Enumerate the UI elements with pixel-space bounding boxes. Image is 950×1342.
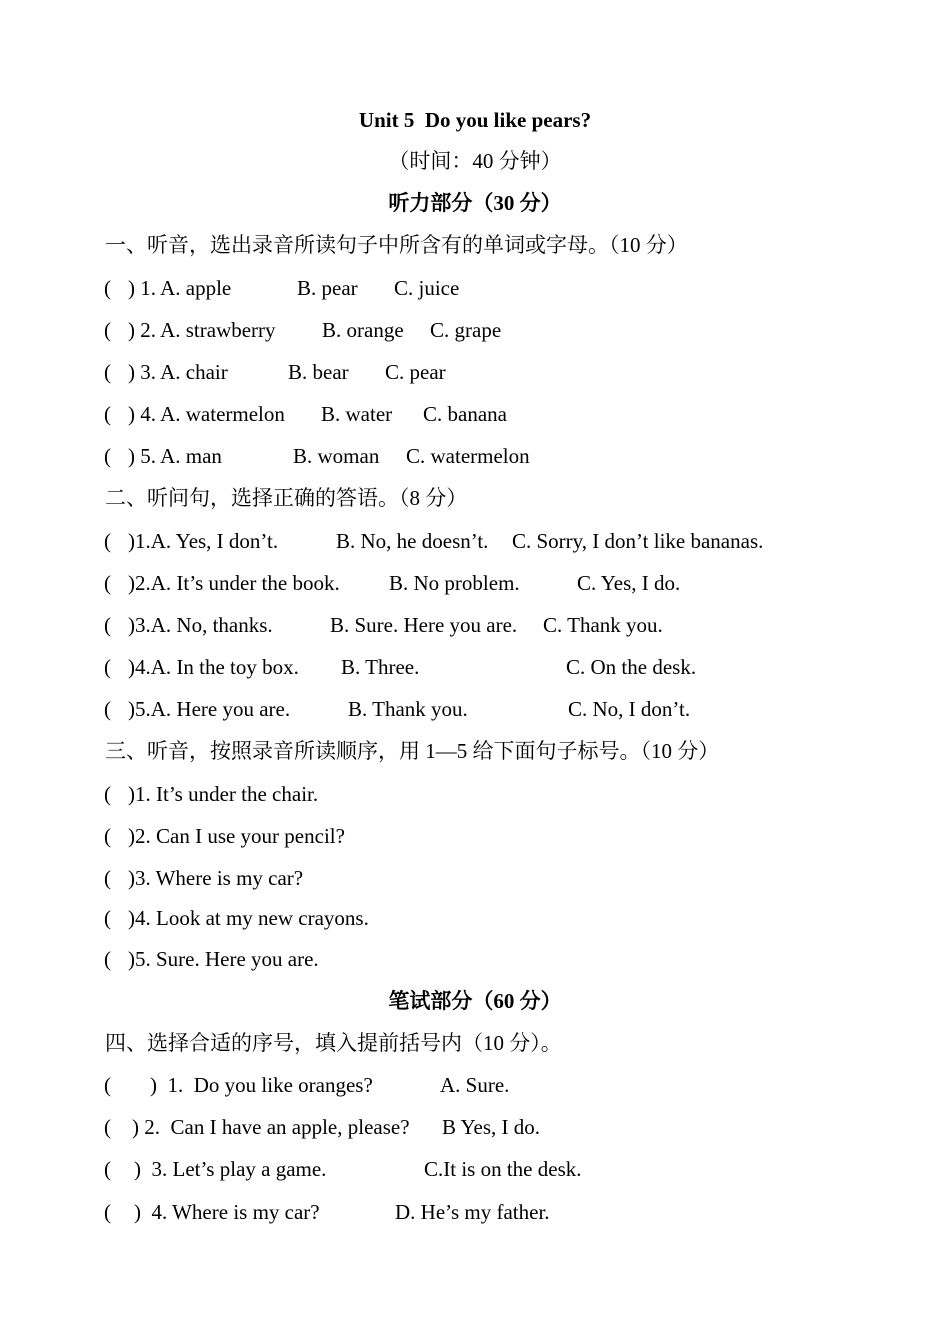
answer-option: B Yes, I do. [442, 1115, 541, 1139]
answer-paren[interactable]: ( [104, 318, 111, 342]
item-sentence: )3. Where is my car? [128, 866, 304, 890]
answer-paren[interactable]: ( [104, 947, 111, 971]
item-question: )5.A. Here you are. [128, 697, 291, 721]
option-c: C. grape [430, 318, 502, 342]
section3-heading: 三、听音，按照录音所读顺序，用 1—5 给下面句子标号。（10 分） [105, 739, 720, 763]
answer-paren[interactable]: ( [104, 571, 111, 595]
option-b: B. Sure. Here you are. [330, 613, 518, 637]
answer-option: D. He’s my father. [395, 1200, 550, 1224]
answer-paren[interactable]: ( [104, 1073, 111, 1097]
page-title: Unit 5 Do you like pears? [358, 108, 592, 132]
option-b: B. No problem. [389, 571, 520, 595]
option-b: B. bear [288, 360, 349, 384]
item-question: ) 2. A. strawberry [128, 318, 276, 342]
item-question: ) 3. A. chair [128, 360, 228, 384]
option-c: C. No, I don’t. [568, 697, 691, 721]
section4-heading: 四、选择合适的序号，填入提前括号内（10 分）。 [105, 1031, 562, 1055]
item-question: ) 2. Can I have an apple, please? [132, 1115, 410, 1139]
option-b: B. water [321, 402, 393, 426]
item-sentence: )4. Look at my new crayons. [128, 906, 369, 930]
option-c: C. banana [423, 402, 507, 426]
item-question: )3.A. No, thanks. [128, 613, 273, 637]
answer-paren[interactable]: ( [104, 906, 111, 930]
option-c: C. watermelon [406, 444, 530, 468]
answer-paren[interactable]: ( [104, 402, 111, 426]
option-b: B. orange [322, 318, 404, 342]
section4-item [0, 1200, 550, 1307]
option-b: B. No, he doesn’t. [336, 529, 489, 553]
item-question: )4.A. In the toy box. [128, 655, 299, 679]
item-question: ) 4. Where is my car? [134, 1200, 320, 1224]
written-section-header: 笔试部分（60 分） [388, 989, 562, 1013]
answer-option: C.It is on the desk. [424, 1157, 582, 1181]
section2-heading: 二、听问句，选择正确的答语。（8 分） [105, 486, 468, 510]
item-sentence: )2. Can I use your pencil? [128, 824, 345, 848]
answer-paren[interactable]: ( [104, 1200, 111, 1224]
answer-paren[interactable]: ( [104, 1157, 111, 1181]
section1-heading: 一、听音，选出录音所读句子中所含有的单词或字母。（10 分） [105, 233, 688, 257]
answer-paren[interactable]: ( [104, 866, 111, 890]
answer-paren[interactable]: ( [104, 697, 111, 721]
option-c: C. Yes, I do. [577, 571, 681, 595]
option-b: B. Three. [341, 655, 420, 679]
item-question: )1.A. Yes, I don’t. [128, 529, 279, 553]
item-question: )2.A. It’s under the book. [128, 571, 340, 595]
answer-paren[interactable]: ( [104, 613, 111, 637]
option-c: C. juice [394, 276, 460, 300]
option-b: B. pear [297, 276, 358, 300]
option-c: C. On the desk. [566, 655, 697, 679]
item-question: ) 3. Let’s play a game. [134, 1157, 327, 1181]
option-b: B. woman [293, 444, 380, 468]
answer-paren[interactable]: ( [104, 655, 111, 679]
answer-option: A. Sure. [440, 1073, 510, 1097]
listening-section-header: 听力部分（30 分） [388, 191, 562, 215]
answer-paren[interactable]: ( [104, 360, 111, 384]
answer-paren[interactable]: ( [104, 1115, 111, 1139]
answer-paren[interactable]: ( [104, 444, 111, 468]
item-sentence: )1. It’s under the chair. [128, 782, 319, 806]
item-sentence: )5. Sure. Here you are. [128, 947, 319, 971]
time-limit: （时间：40 分钟） [388, 149, 562, 173]
option-c: C. pear [385, 360, 446, 384]
answer-paren[interactable]: ( [104, 782, 111, 806]
answer-paren[interactable]: ( [104, 824, 111, 848]
answer-paren[interactable]: ( [104, 529, 111, 553]
item-question: ) 1. A. apple [128, 276, 232, 300]
item-question: ) 4. A. watermelon [128, 402, 285, 426]
item-question: ) 1. Do you like oranges? [150, 1073, 373, 1097]
option-c: C. Thank you. [543, 613, 663, 637]
answer-paren[interactable]: ( [104, 276, 111, 300]
option-b: B. Thank you. [348, 697, 468, 721]
option-c: C. Sorry, I don’t like bananas. [512, 529, 764, 553]
item-question: ) 5. A. man [128, 444, 222, 468]
